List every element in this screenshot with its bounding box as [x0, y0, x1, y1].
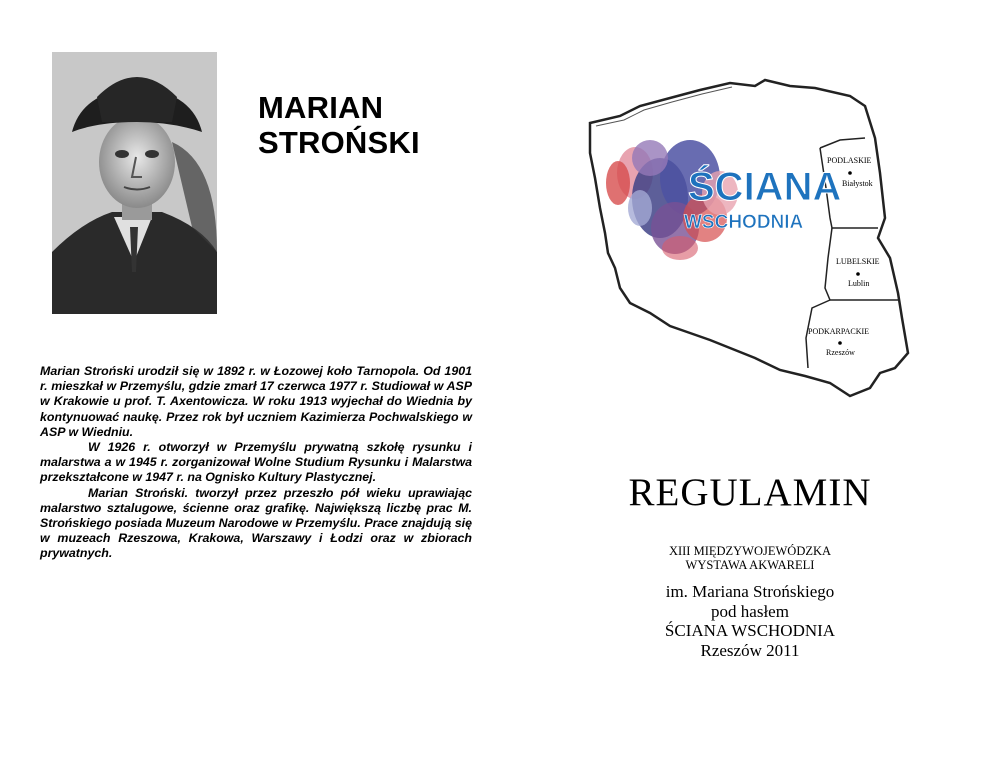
city-dot-bialystok — [848, 171, 852, 175]
subtitle-line2: WYSTAWA AKWARELI — [685, 558, 815, 572]
logo-text-line2: WSCHODNIA — [684, 212, 804, 233]
patron-line3: ŚCIANA WSCHODNIA — [664, 621, 836, 640]
name-heading-line2: STROŃSKI — [258, 125, 420, 160]
patron-block — [580, 582, 920, 660]
patron-line4: Rzeszów 2011 — [700, 640, 800, 660]
bio-paragraph-2: W 1926 r. otworzył w Przemyślu prywatną szkołę rysunku i malarstwa a w 1945 r. zorganizował Wolne Studium Rysunku i Malarstwa przekształcone w 1947 r. na Ognisko Kultury Plastycznej. — [40, 440, 472, 485]
page-title: REGULAMIN — [628, 471, 872, 514]
region-label-podlaskie: PODLASKIE — [827, 156, 872, 165]
region-label-lubelskie: LUBELSKIE — [836, 257, 880, 266]
name-heading-line1: MARIAN — [258, 90, 384, 125]
biography-text — [40, 364, 472, 562]
city-dot-lublin — [856, 272, 860, 276]
bio-paragraph-1: Marian Stroński urodził się w 1892 r. w Łozowej koło Tarnopola. Od 1901 r. mieszkał w Przemyślu, gdzie zmarł 17 czerwca 1977 r. Studiował w ASP w Krakowie u prof. T. Axentowicza. W roku 1913 wyjechał do Wiednia by kontynuować naukę. Przez rok był uczniem Kazimierza Pochwalskiego w ASP w Wiedniu. — [40, 364, 472, 439]
city-label-bialystok: Białystok — [842, 179, 873, 188]
poland-outline — [590, 80, 908, 396]
name-heading — [258, 90, 478, 160]
city-label-lublin: Lublin — [848, 279, 870, 288]
bio-paragraph-3: Marian Stroński. tworzył przez przeszło pół wieku uprawiając malarstwo sztalugowe, ścienne oraz grafikę. Największą liczbę prac M. Strońskiego posiada Muzeum Narodowe w Przemyślu. Prace znajdują się w muzeach Rzeszowa, Krakowa, Warszawy i Łodzi oraz w zbiorach prywatnych. — [40, 485, 472, 561]
patron-line2: pod hasłem — [711, 601, 789, 621]
patron-line1: im. Mariana Strońskiego — [665, 582, 835, 601]
city-dot-rzeszow — [838, 341, 842, 345]
portrait-photo — [52, 52, 217, 314]
exhibition-subtitle — [580, 544, 920, 572]
city-label-rzeszow: Rzeszów — [826, 348, 855, 357]
poland-map — [580, 78, 910, 403]
subtitle-line1: XIII MIĘDZYWOJEWÓDZKA — [668, 544, 832, 558]
region-label-podkarpackie: PODKARPACKIE — [808, 327, 870, 336]
logo-text-line1: ŚCIANA — [688, 165, 842, 209]
